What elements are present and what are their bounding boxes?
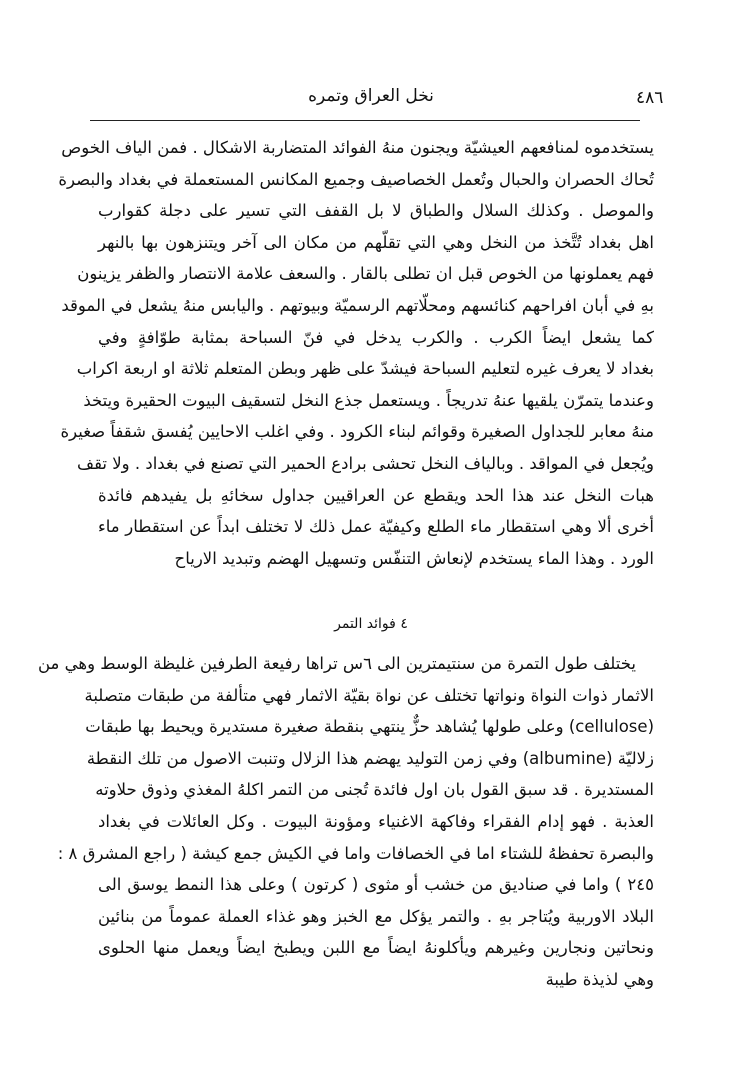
text-line: (cellulose) وعلى طولها يُشاهد حزٌّ ينتهي بنقطة صغيرة مستديرة ويحيط بها طبقات — [85, 717, 654, 737]
text-line: الورد . وهذا الماء يستخدم لإنعاش التنفّس وتسهيل الهضم وتبديد الارياح — [174, 548, 654, 568]
text-line: تُحاك الحصران والحبال وتُعمل الخصاصيف وجميع المكانس المستعملة في بغداد والبصرة — [58, 169, 654, 189]
running-title: نخل العراق وتمره — [308, 86, 434, 106]
text-line: المستديرة . قد سبق القول بان اول فائدة تُجنى من التمر اكلهُ المغذي وذوق حلاوته — [95, 780, 654, 800]
text-line: يختلف طول التمرة من سنتيمترين الى ٦س تراها رفيعة الطرفين غليظة الوسط وهي من — [37, 654, 636, 673]
section-heading: ٤ فوائد التمر — [334, 616, 408, 632]
text-line: والموصل . وكذلك السلال والطباق لا بل القفف التي تسير على دجلة كقوارب — [98, 201, 654, 221]
text-line: والبصرة تحفظهُ للشتاء اما في الخصافات واما في الكيش جمع كيشة ( راجع المشرق ٨ : — [57, 843, 654, 863]
text-line: أخرى ألا وهي استقطار ماء الطلع وكيفيّة عمل ذلك لا تختلف ابداً عن استقطار ماء — [98, 517, 654, 537]
text-line: العذبة . فهو إدام الفقراء وفاكهة الاغنياء ومؤونة البيوت . وكل العائلات في بغداد — [98, 811, 654, 831]
text-line: زلاليّة (albumine) وفي زمن التوليد يهضم هذا الزلال وتنبت الاصول من تلك النقطة — [86, 748, 654, 768]
page-number: ٤٨٦ — [636, 88, 664, 108]
text-line: البلاد الاوربية ويُتاجر بهِ . والتمر يؤكل مع الخبز وهو غذاء العملة عموماً من بنائين — [98, 906, 654, 926]
header-rule — [90, 120, 640, 121]
text-line: هبات النخل عند هذا الحد ويقطع عن العراقيين جداول سخائهِ بل يفيدهم فائدة — [98, 485, 654, 505]
paragraph-bottom — [37, 648, 654, 996]
text-line: يستخدموه لمنافعهم العيشيّة ويجنون منهُ الفوائد المتضاربة الاشكال . فمن الياف الخوص — [61, 138, 654, 157]
text-line: وعندما يتمرّن يلقيها عنهُ تدريجاً . ويستعمل جذع النخل لتسقيف البيوت الحقيرة ويتخذ — [83, 390, 654, 410]
text-line: منهُ معابر للجداول الصغيرة وقوائم لبناء الكرود . وفي اغلب الاحايين يُفسق شقفاً صغيرة — [60, 422, 654, 442]
text-line: فهم يعملونها من الخوص قبل ان تطلى بالقار . والسعف علامة الانتصار والظفر يزينون — [77, 264, 654, 284]
text-line: بهِ في أبان افراحهم كنائسهم ومحلّاتهم الرسميّة وبيوتهم . واليابس منهُ يشعل في الموقد — [61, 295, 654, 315]
text-line: ويُجعل في المواقد . وبالياف النخل تحشى برادع الحمير التي تصنع في بغداد . ولا تقف — [76, 453, 654, 473]
text-line: الاثمار ذوات النواة ونواتها تختلف عن نواة بقيّة الاثمار فهي متألفة من طبقات متصلبة — [84, 685, 654, 705]
text-line: بغداد لا يعرف غيره لتعليم السباحة فيشدّ على ظهر وبطن المتعلم ثلاثة او اربعة اكراب — [76, 359, 654, 379]
text-line: اهل بغداد تُتَّخذ من النخل وهي التي تقلّهم من مكان الى آخر ويتنزهون بها بالنهر — [98, 232, 654, 252]
text-line: وهي لذيذة طيبة — [545, 969, 654, 989]
text-line: كما يشعل ايضاً الكرب . والكرب يدخل في فنّ السباحة بمثابة طوّافةٍ وفي — [98, 327, 654, 347]
text-line: ٢٤٥ ) واما في صناديق من خشب أو مثوى ( كرتون ) وعلى هذا النمط يوسق الى — [98, 875, 654, 895]
text-line: ونحاتين ونجارين وغيرهم ويأكلونهُ ايضاً مع اللبن ويطبخ ايضاً ويعمل منها الحلوى — [98, 938, 654, 958]
paragraph-top — [58, 132, 654, 574]
